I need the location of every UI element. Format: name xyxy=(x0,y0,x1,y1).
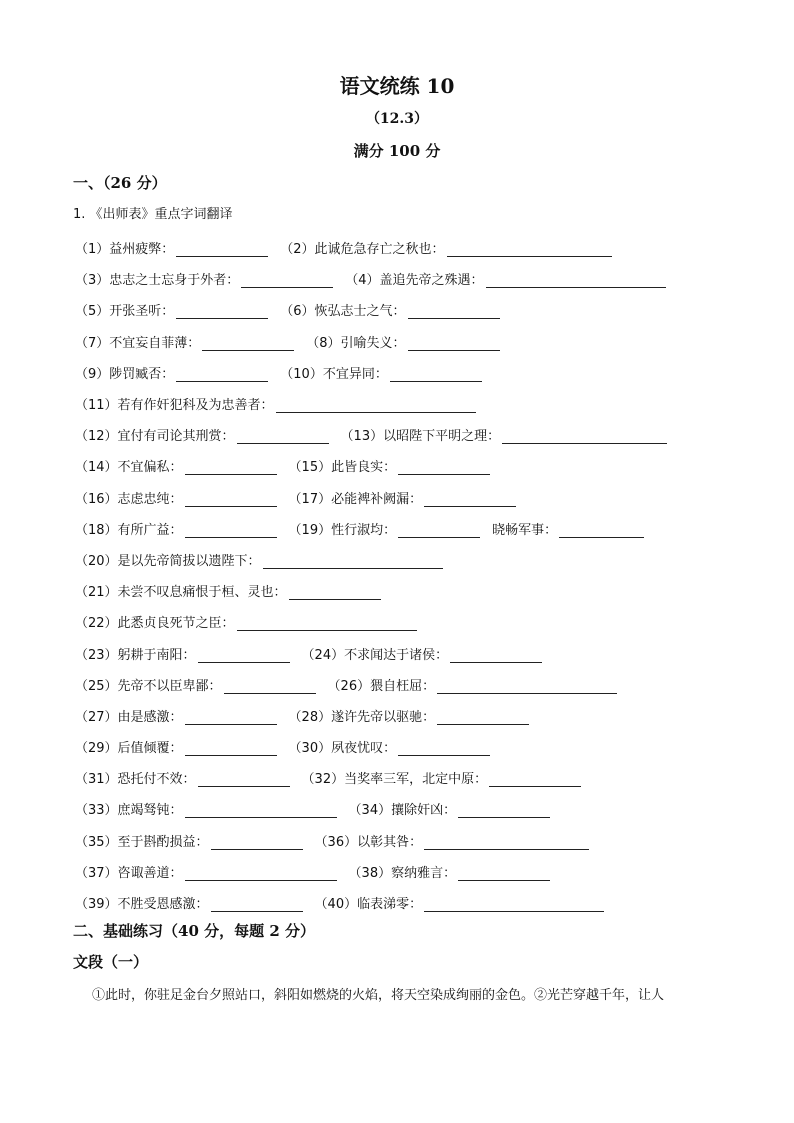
translation-item xyxy=(349,862,551,881)
item-label: （1）益州疲弊： xyxy=(75,242,175,258)
item-label: （11）若有作奸犯科及为忠善者： xyxy=(75,398,274,414)
item-label: （9）陟罚臧否： xyxy=(75,366,175,382)
translation-row xyxy=(75,482,735,513)
translation-row xyxy=(75,419,735,450)
answer-blank[interactable] xyxy=(276,398,476,413)
item-label: （26）猥自枉屈： xyxy=(327,678,436,694)
answer-blank[interactable] xyxy=(458,803,550,818)
item-label: （28）遂许先帝以驱驰： xyxy=(288,709,436,725)
answer-blank[interactable] xyxy=(502,429,667,444)
translation-item xyxy=(280,238,611,257)
translation-item xyxy=(75,706,277,725)
item-label: （16）志虑忠纯： xyxy=(75,491,183,507)
item-label: （31）恐托付不效： xyxy=(75,772,196,788)
answer-blank[interactable] xyxy=(224,679,316,694)
translation-item xyxy=(75,363,268,382)
translation-item xyxy=(75,394,476,413)
translation-item xyxy=(306,332,499,351)
translation-item xyxy=(345,269,665,288)
item-label: （6）恢弘志士之气： xyxy=(280,304,406,320)
translation-row xyxy=(75,513,735,544)
item-label: 晓畅军事： xyxy=(492,522,558,538)
item-label: （10）不宜异同： xyxy=(280,366,388,382)
translation-row xyxy=(75,326,735,357)
translation-item xyxy=(75,737,277,756)
answer-blank[interactable] xyxy=(486,273,666,288)
answer-blank[interactable] xyxy=(176,367,268,382)
translation-item xyxy=(75,831,303,850)
section-two-heading: 二、基础练习（40 分，每题 2 分） xyxy=(73,922,315,940)
translation-item xyxy=(75,581,381,600)
translation-item xyxy=(75,300,268,319)
item-label: （2）此诚危急存亡之秋也： xyxy=(280,242,445,258)
item-label: （17）必能裨补阙漏： xyxy=(288,491,423,507)
answer-blank[interactable] xyxy=(398,460,490,475)
item-label: （33）庶竭驽钝： xyxy=(75,803,183,819)
answer-blank[interactable] xyxy=(237,616,417,631)
answer-blank[interactable] xyxy=(289,585,381,600)
translation-row xyxy=(75,232,735,263)
answer-blank[interactable] xyxy=(185,492,277,507)
answer-blank[interactable] xyxy=(176,242,268,257)
translation-row xyxy=(75,450,735,481)
answer-blank[interactable] xyxy=(390,367,482,382)
answer-blank[interactable] xyxy=(447,242,612,257)
item-label: （27）由是感激： xyxy=(75,709,183,725)
item-label: （39）不胜受恩感激： xyxy=(75,897,209,913)
item-label: （15）此皆良实： xyxy=(288,460,397,476)
answer-blank[interactable] xyxy=(211,897,303,912)
item-label: （23）躬耕于南阳： xyxy=(75,647,196,663)
item-label: （8）引喻失义： xyxy=(306,335,406,351)
item-label: （32）当奖率三军，北定中原： xyxy=(301,772,488,788)
translation-item xyxy=(75,862,337,881)
translation-row xyxy=(75,575,735,606)
translation-row xyxy=(75,544,735,575)
translation-row xyxy=(75,669,735,700)
translation-row xyxy=(75,637,735,668)
translation-item xyxy=(328,675,618,694)
answer-blank[interactable] xyxy=(185,460,277,475)
translation-item xyxy=(289,706,530,725)
item-label: （38）察纳雅言： xyxy=(348,865,457,881)
translation-row xyxy=(75,856,735,887)
answer-blank[interactable] xyxy=(408,304,500,319)
exam-date: （12.3） xyxy=(365,111,429,127)
translation-items xyxy=(75,232,735,918)
translation-row xyxy=(75,731,735,762)
answer-blank[interactable] xyxy=(176,304,268,319)
translation-item xyxy=(75,768,290,787)
translation-item xyxy=(75,550,443,569)
translation-row xyxy=(75,263,735,294)
translation-row xyxy=(75,388,735,419)
translation-item xyxy=(315,893,605,912)
translation-item xyxy=(75,799,337,818)
item-label: （18）有所广益： xyxy=(75,522,183,538)
answer-blank[interactable] xyxy=(458,866,550,881)
translation-item xyxy=(75,332,294,351)
translation-row xyxy=(75,825,735,856)
item-label: （4）盖追先帝之殊遇： xyxy=(345,273,484,289)
page-title: 语文统练 10 xyxy=(339,74,455,98)
translation-item xyxy=(315,831,590,850)
item-label: （5）开张圣听： xyxy=(75,304,175,320)
translation-item xyxy=(75,519,277,538)
translation-item xyxy=(75,644,290,663)
answer-blank[interactable] xyxy=(450,648,542,663)
item-label: （29）后值倾覆： xyxy=(75,741,183,757)
item-label: （3）忠志之士忘身于外者： xyxy=(75,273,240,289)
answer-blank[interactable] xyxy=(437,679,617,694)
question-one-prompt: 1. 《出师表》重点字词翻译 xyxy=(73,207,233,222)
translation-item xyxy=(289,456,491,475)
translation-row xyxy=(75,357,735,388)
translation-item xyxy=(75,488,277,507)
translation-item xyxy=(289,488,517,507)
passage-one-text: ①此时，你驻足金台夕照站口，斜阳如燃烧的火焰，将天空染成绚丽的金色。②光芒穿越千年，让人 xyxy=(92,988,665,1003)
answer-blank[interactable] xyxy=(185,803,337,818)
item-label: （19）性行淑均： xyxy=(288,522,397,538)
answer-blank[interactable] xyxy=(424,835,589,850)
translation-row xyxy=(75,793,735,824)
translation-item xyxy=(75,425,329,444)
translation-item xyxy=(75,238,268,257)
answer-blank[interactable] xyxy=(185,866,337,881)
translation-item xyxy=(302,768,582,787)
translation-item xyxy=(75,456,277,475)
translation-item xyxy=(349,799,551,818)
item-label: （40）临表涕零： xyxy=(314,897,423,913)
item-label: （14）不宜偏私： xyxy=(75,460,183,476)
translation-row xyxy=(75,700,735,731)
translation-item xyxy=(75,893,303,912)
translation-item xyxy=(302,644,543,663)
translation-item xyxy=(75,675,316,694)
item-label: （7）不宜妄自菲薄： xyxy=(75,335,201,351)
answer-blank[interactable] xyxy=(185,741,277,756)
item-label: （21）未尝不叹息痛恨于桓、灵也： xyxy=(75,585,287,601)
total-score: 满分 100 分 xyxy=(353,142,441,160)
translation-row xyxy=(75,606,735,637)
answer-blank[interactable] xyxy=(398,741,490,756)
item-label: （20）是以先帝简拔以遗陛下： xyxy=(75,553,261,569)
translation-item xyxy=(75,269,333,288)
item-label: （24）不求闻达于诸侯： xyxy=(301,647,449,663)
answer-blank[interactable] xyxy=(263,554,443,569)
answer-blank[interactable] xyxy=(437,710,529,725)
item-label: （30）夙夜忧叹： xyxy=(288,741,397,757)
answer-blank[interactable] xyxy=(185,523,277,538)
item-label: （22）此悉贞良死节之臣： xyxy=(75,616,235,632)
answer-blank[interactable] xyxy=(408,336,500,351)
answer-blank[interactable] xyxy=(198,648,290,663)
translation-row xyxy=(75,762,735,793)
item-label: （12）宜付有司论其刑赏： xyxy=(75,429,235,445)
section-one-heading: 一、（26 分） xyxy=(73,174,167,192)
translation-item xyxy=(280,363,482,382)
answer-blank[interactable] xyxy=(211,835,303,850)
translation-item xyxy=(75,612,417,631)
translation-item xyxy=(492,519,644,538)
answer-blank[interactable] xyxy=(241,273,333,288)
answer-blank[interactable] xyxy=(202,336,294,351)
translation-item xyxy=(341,425,668,444)
answer-blank[interactable] xyxy=(424,492,516,507)
item-label: （34）攘除奸凶： xyxy=(348,803,457,819)
answer-blank[interactable] xyxy=(559,523,644,538)
translation-item xyxy=(289,519,481,538)
translation-item xyxy=(289,737,491,756)
translation-row xyxy=(75,294,735,325)
answer-blank[interactable] xyxy=(198,772,290,787)
answer-blank[interactable] xyxy=(424,897,604,912)
item-label: （36）以彰其咎： xyxy=(314,834,423,850)
answer-blank[interactable] xyxy=(398,523,480,538)
item-label: （25）先帝不以臣卑鄙： xyxy=(75,678,222,694)
translation-row xyxy=(75,887,735,918)
passage-one-heading: 文段（一） xyxy=(73,953,149,971)
answer-blank[interactable] xyxy=(185,710,277,725)
item-label: （13）以昭陛下平明之理： xyxy=(340,429,501,445)
item-label: （35）至于斟酌损益： xyxy=(75,834,209,850)
translation-item xyxy=(280,300,499,319)
answer-blank[interactable] xyxy=(237,429,329,444)
item-label: （37）咨诹善道： xyxy=(75,865,183,881)
answer-blank[interactable] xyxy=(489,772,581,787)
